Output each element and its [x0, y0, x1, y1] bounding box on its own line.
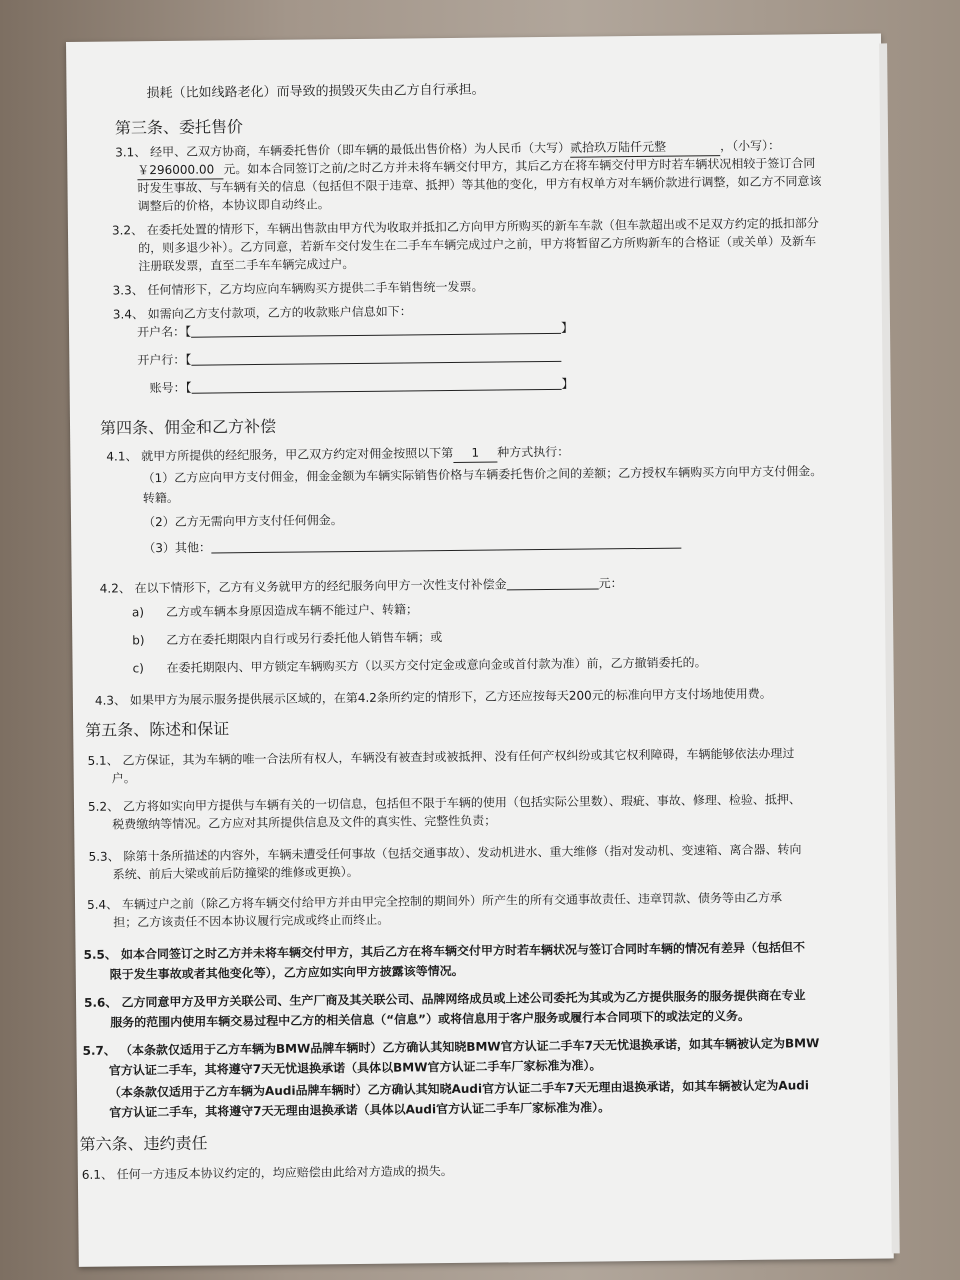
- clause-4-2-text: 4.2、 在以下情形下，乙方有义务就甲方的经纪服务向甲方一次性支付补偿金: [99, 577, 507, 596]
- clause-3-4: 3.4、 如需向乙方支付款项，乙方的收款账户信息如下：: [112, 304, 412, 322]
- account-name-label: 开户名：【: [136, 324, 192, 340]
- section-4-title: 第四条、佣金和乙方补偿: [99, 416, 277, 438]
- clause-4-1: [106, 443, 569, 467]
- option-3-field: [211, 534, 681, 554]
- account-bank-field: [191, 347, 561, 366]
- option-1: （1）乙方应向甲方支付佣金，佣金金额为车辆实际销售价格与车辆委托售价之间的差额；乙方授权车辆购买方向甲方支付佣金。: [142, 464, 823, 486]
- clause-5-4-line2: 担；乙方该责任不因本协议履行完成或终止而终止。: [113, 912, 390, 930]
- section-3-title: 第三条、委托售价: [114, 117, 244, 138]
- account-name-close: 】: [560, 320, 574, 335]
- price-upper-field: 贰拾玖万陆仟元整: [570, 137, 720, 158]
- clause-3-1-text-c: 元。如本合同签订之前/之时乙方并未将车辆交付甲方，其后乙方在将车辆交付甲方时若车辆状况相较于签订合同: [223, 156, 816, 177]
- clause-3-1-text: 3.1、 经甲、乙双方协商，车辆委托售价（即车辆的最低出售价格）为人民币（大写）: [115, 140, 571, 160]
- option-1-line2: 转籍。: [142, 490, 179, 506]
- clause-5-3: 5.3、 除第十条所描述的内容外，车辆未遭受任何事故（包括交通事故）、发动机进水、重大维修（指对发动机、变速箱、离合器、转向: [88, 842, 802, 864]
- clause-5-3-line2: 系统、前后大梁或前后防撞梁的维修或更换）。: [112, 864, 359, 882]
- clause-5-7-line4: 官方认证二手车，其将遵守7天无理由退换承诺（具体以Audi官方认证二手车厂家标准为准）。: [109, 1100, 611, 1120]
- clause-4-1-text: 4.1、 就甲方所提供的经纪服务，甲乙双方约定对佣金按照以下第: [106, 445, 454, 464]
- option-3: [143, 534, 681, 558]
- clause-5-1: 5.1、 乙方保证，其为车辆的唯一合法所有权人，车辆没有被查封或被抵押、没有任何产权纠纷或其它权利障碍，车辆能够依法办理过: [87, 746, 795, 768]
- clause-4-1-text-b: 种方式执行：: [497, 444, 570, 460]
- account-bank-row: [137, 347, 561, 369]
- account-name-field: [191, 319, 561, 338]
- method-number-field: 1: [453, 444, 497, 463]
- item-a: [132, 600, 418, 621]
- account-number-close: 】: [561, 376, 574, 391]
- clause-5-2-line2: 税费缴纳等情况。乙方应对其所提供信息及文件的真实性、完整性负责；: [112, 813, 497, 832]
- item-c-label: c): [132, 661, 144, 676]
- account-name-row: [137, 319, 573, 342]
- item-b-label: b): [132, 633, 145, 648]
- clause-5-5-line2: 限于发生事故或者其他变化等），乙方应如实向甲方披露该等情况。: [109, 963, 464, 982]
- clause-5-1-line2: 户。: [111, 771, 136, 786]
- item-b-text: 乙方在委托期限内自行或另行委托他人销售车辆；或: [166, 630, 443, 647]
- section-5-title: 第五条、陈述和保证: [85, 719, 230, 740]
- clause-5-5: 5.5、 如本合同签订之时乙方并未将车辆交付甲方，其后乙方在将车辆交付甲方时若车辆状况与签订合同时车辆的情况有差异（包括但不: [83, 940, 806, 962]
- clause-5-7-line2: 官方认证二手车，其将遵守7天无忧退换承诺（具体以BMW官方认证二手车厂家标准为准）。: [108, 1058, 602, 1078]
- clause-3-1-line4: 调整后的价格，本协议即自动终止。: [137, 197, 330, 214]
- item-c-text: 在委托期限内、甲方锁定车辆购买方（以买方交付定金或意向金或首付款为准）前，乙方撤销委托的。: [166, 655, 707, 675]
- intro-line: 损耗（比如线路老化）而导致的损毁灭失由乙方自行承担。: [146, 82, 485, 102]
- clause-4-2: [100, 574, 623, 597]
- clause-5-6: 5.6、 乙方同意甲方及甲方关联公司、生产厂商及其关联公司、品牌网络成员或上述公司委托为其或为乙方提供服务的服务提供商在专业: [83, 988, 806, 1010]
- item-b: [132, 628, 442, 649]
- section-6-title: 第六条、违约责任: [79, 1133, 208, 1154]
- clause-5-4: 5.4、 车辆过户之前（除乙方将车辆交付给甲方并由甲完全控制的期间外）所产生的所有交通事故责任、违章罚款、债务等由乙方承: [86, 890, 782, 912]
- clause-5-2: 5.2、 乙方将如实向甲方提供与车辆有关的一切信息，包括但不限于车辆的使用（包括实际公里数）、瑕疵、事故、修理、检验、抵押、: [87, 792, 801, 814]
- account-number-label: 账号：【: [149, 380, 192, 396]
- item-a-text: 乙方或车辆本身原因造成车辆不能过户、转籍；: [165, 602, 419, 619]
- clause-3-2: 3.2、 在委托处置的情形下，车辆出售款由甲方代为收取并抵扣乙方向甲方所购买的新车车款（但车款超出或不足双方约定的抵扣部分: [111, 216, 819, 238]
- clause-6-1: 6.1、 任何一方违反本协议约定的，均应赔偿由此给对方造成的损失。: [81, 1164, 453, 1182]
- item-c: [132, 653, 706, 677]
- clause-5-6-line2: 服务的范围内使用车辆交易过程中乙方的相关信息（“信息”）或将信息用于客户服务或履行本合同项下的或法定的义务。: [110, 1008, 751, 1030]
- clause-3-1-text-b: ，（小写）：: [719, 138, 781, 154]
- clause-3-2-line3: 注册联发票，直至二手车车辆完成过户。: [138, 256, 355, 274]
- clause-5-7-line3: （本条款仅适用于乙方车辆为Audi品牌车辆时）乙方确认其知晓Audi官方认证二手车7天无理由退换承诺，如其车辆被认定为Audi: [108, 1078, 810, 1100]
- clause-3-1-line3: 时发生事故、与车辆有关的信息（包括但不限于违章、抵押）等其他的变化，甲方有权单方对车辆价款进行调整，如乙方不同意该: [137, 174, 822, 196]
- account-bank-label: 开户行：【: [137, 352, 192, 368]
- option-3-label: （3）其他：: [143, 540, 212, 556]
- item-a-label: a): [131, 605, 145, 620]
- account-number-field: [192, 375, 562, 394]
- account-number-row: [150, 375, 574, 397]
- clause-4-3: 4.3、 如果甲方为展示服务提供展示区域的，在第4.2条所约定的情形下，乙方还应按每天200元的标准向甲方支付场地使用费。: [94, 686, 772, 708]
- clause-3-3: 3.3、 任何情形下，乙方均应向车辆购买方提供二手车销售统一发票。: [112, 279, 484, 298]
- clause-4-2-text-b: 元：: [598, 576, 623, 591]
- option-2: （2）乙方无需向甲方支付任何佣金。: [142, 513, 343, 530]
- clause-3-2-line2: 的，则多退少补）。乙方同意，若新车交付发生在二手车车辆完成过户之前，甲方将暂留乙方所购新车的合格证（或关单）及新车: [138, 234, 817, 256]
- price-lower-field: ￥296000.00: [137, 160, 223, 180]
- contract-page: [66, 33, 894, 1266]
- clause-5-7: 5.7、 （本条款仅适用于乙方车辆为BMW品牌车辆时）乙方确认其知晓BMW官方认证二手车7天无忧退换承诺，如其车辆被认定为BMW: [82, 1036, 820, 1058]
- compensation-field: [507, 574, 599, 590]
